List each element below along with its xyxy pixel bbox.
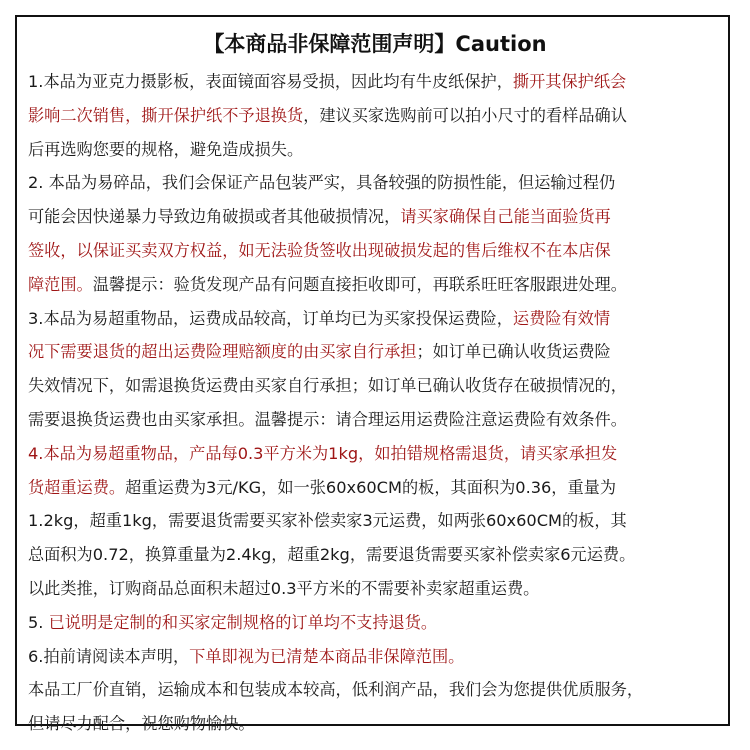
notice-emphasis-text: 撕开其保护纸会: [512, 72, 627, 91]
notice-emphasis-text: 影响二次销售，撕开保护纸不予退换货: [28, 105, 304, 125]
notice-emphasis-text: 请买家确保自己能当面验货再: [400, 207, 611, 227]
notice-text: ，建议买家选购前可以拍小尺寸的看样品确认: [303, 105, 627, 125]
notice-text: 6.拍前请阅读本声明，: [28, 646, 190, 666]
notice-line: [28, 509, 627, 533]
notice-line: [28, 171, 615, 195]
notice-text: 温馨提示：验货发现产品有问题直接拒收即可，再联系旺旺客服跟进处理。: [92, 274, 627, 294]
notice-line: [28, 307, 610, 331]
notice-line: [28, 645, 464, 669]
notice-text: 1.本品为亚克力摄影板，表面镜面容易受损，因此均有牛皮纸保护，: [28, 72, 513, 91]
notice-line: [28, 374, 627, 398]
notice-line: [28, 104, 627, 128]
notice-text: 总面积为0.72，换算重量为2.4kg，超重2kg，需要退货需要买家补偿卖家6元运费。: [28, 545, 636, 565]
notice-line: [28, 678, 643, 702]
notice-line: [28, 205, 611, 229]
notice-line: [28, 408, 627, 432]
notice-emphasis-text: 4.本品为易超重物品，产品每0.3平方米为1kg，如拍错规格需退货，请买家承担发: [28, 443, 618, 463]
notice-emphasis-text: 下单即视为已清楚本商品非保障范围。: [189, 646, 465, 666]
notice-emphasis-text: 货超重运费。: [28, 477, 126, 497]
notice-text: 以此类推，订购商品总面积未超过0.3平方米的不需要补卖家超重运费。: [28, 579, 540, 598]
notice-text: 超重运费为3元/KG，如一张60x60CM的板，其面积为0.36，重量为: [125, 477, 617, 497]
notice-text: 本品工厂价直销，运输成本和包装成本较高，低利润产品，我们会为您提供优质服务，: [28, 680, 644, 700]
notice-text: 1.2kg，超重1kg，需要退货需要买家补偿卖家3元运费，如两张60x60CM的板，其: [28, 511, 627, 531]
notice-title: 【本商品非保障范围声明】Caution: [203, 32, 547, 56]
notice-line: [28, 239, 611, 263]
notice-text: ；如订单已确认收货运费险: [416, 342, 611, 362]
notice-line: [28, 611, 437, 635]
notice-text: 3.本品为易超重物品，运费成品较高，订单均已为买家投保运费险，: [28, 308, 513, 328]
notice-text: 可能会因快递暴力导致边角破损或者其他破损情况，: [28, 207, 401, 227]
notice-emphasis-text: 况下需要退货的超出运费险理赔额度的由买家自行承担: [28, 342, 417, 362]
notice-line: [28, 442, 617, 466]
notice-text: 5.: [28, 612, 49, 632]
notice-text: 需要退换货运费也由买家承担。温馨提示：请合理运用运费险注意运费险有效条件。: [28, 410, 627, 429]
notice-emphasis-text: 障范围。: [28, 274, 93, 294]
notice-text: 后再选购您要的规格，避免造成损失。: [28, 139, 304, 159]
notice-emphasis-text: 已说明是定制的和买家定制规格的订单均不支持退货。: [48, 612, 438, 632]
notice-text: 但请尽力配合，祝您购物愉快。: [28, 714, 255, 734]
notice-text: 失效情况下，如需退换货运费由买家自行承担；如订单已确认收货存在破损情况的，: [28, 376, 627, 396]
notice-emphasis-text: 签收，以保证买卖双方权益，如无法验货签收出现破损发起的售后维权不在本店保: [28, 241, 611, 260]
notice-line: [28, 712, 255, 736]
notice-line: [28, 476, 616, 500]
notice-text: 2. 本品为易碎品，我们会保证产品包装严实，具备较强的防损性能，但运输过程仍: [28, 173, 616, 193]
notice-line: [28, 138, 303, 162]
notice-line: [28, 543, 635, 567]
notice-line: [28, 577, 539, 601]
notice-emphasis-text: 运费险有效情: [512, 308, 611, 328]
notice-line: [28, 273, 627, 297]
notice-line: [28, 70, 626, 94]
notice-line: [28, 340, 611, 364]
